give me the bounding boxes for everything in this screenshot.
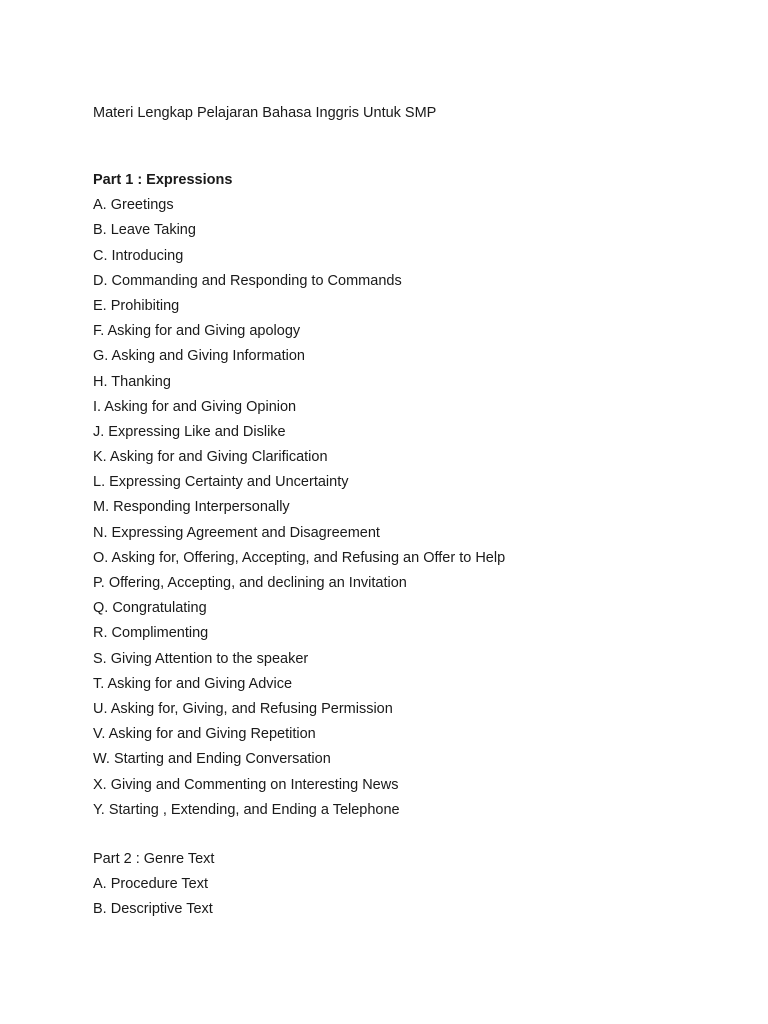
list-item: N. Expressing Agreement and Disagreement [93,524,380,541]
list-item: M. Responding Interpersonally [93,499,290,516]
part-2-list [93,875,214,925]
part-2-section [93,850,214,926]
list-item: P. Offering, Accepting, and declining an Invitation [93,575,407,591]
list-item: Y. Starting , Extending, and Ending a Telephone [93,801,400,818]
list-item: C. Introducing [93,247,184,264]
list-item: J. Expressing Like and Dislike [93,423,286,440]
list-item: G. Asking and Giving Information [93,348,305,365]
list-item: B. Descriptive Text [93,901,213,918]
part-1-list [93,196,505,826]
document-title: Materi Lengkap Pelajaran Bahasa Inggris Untuk SMP [93,105,437,121]
part-1-section [93,171,505,826]
list-item: B. Leave Taking [93,222,196,239]
list-item: F. Asking for and Giving apology [93,323,301,340]
part-2-heading: Part 2 : Genre Text [93,851,215,867]
list-item: S. Giving Attention to the speaker [93,650,309,667]
list-item: I. Asking for and Giving Opinion [93,398,297,415]
list-item: K. Asking for and Giving Clarification [93,449,328,466]
list-item: X. Giving and Commenting on Interesting News [93,776,399,793]
list-item: R. Complimenting [93,625,209,642]
list-item: D. Commanding and Responding to Commands [93,272,402,289]
list-item: A. Procedure Text [93,876,208,893]
list-item: A. Greetings [93,197,174,214]
list-item: T. Asking for and Giving Advice [93,675,293,692]
list-item: L. Expressing Certainty and Uncertainty [93,474,349,491]
list-item: O. Asking for, Offering, Accepting, and Refusing an Offer to Help [93,549,506,566]
part-1-heading: Part 1 : Expressions [93,172,233,188]
list-item: V. Asking for and Giving Repetition [93,726,316,743]
list-item: E. Prohibiting [93,297,180,314]
list-item: U. Asking for, Giving, and Refusing Permission [93,700,393,717]
list-item: Q. Congratulating [93,600,207,617]
list-item: H. Thanking [93,373,171,390]
list-item: W. Starting and Ending Conversation [93,751,331,768]
